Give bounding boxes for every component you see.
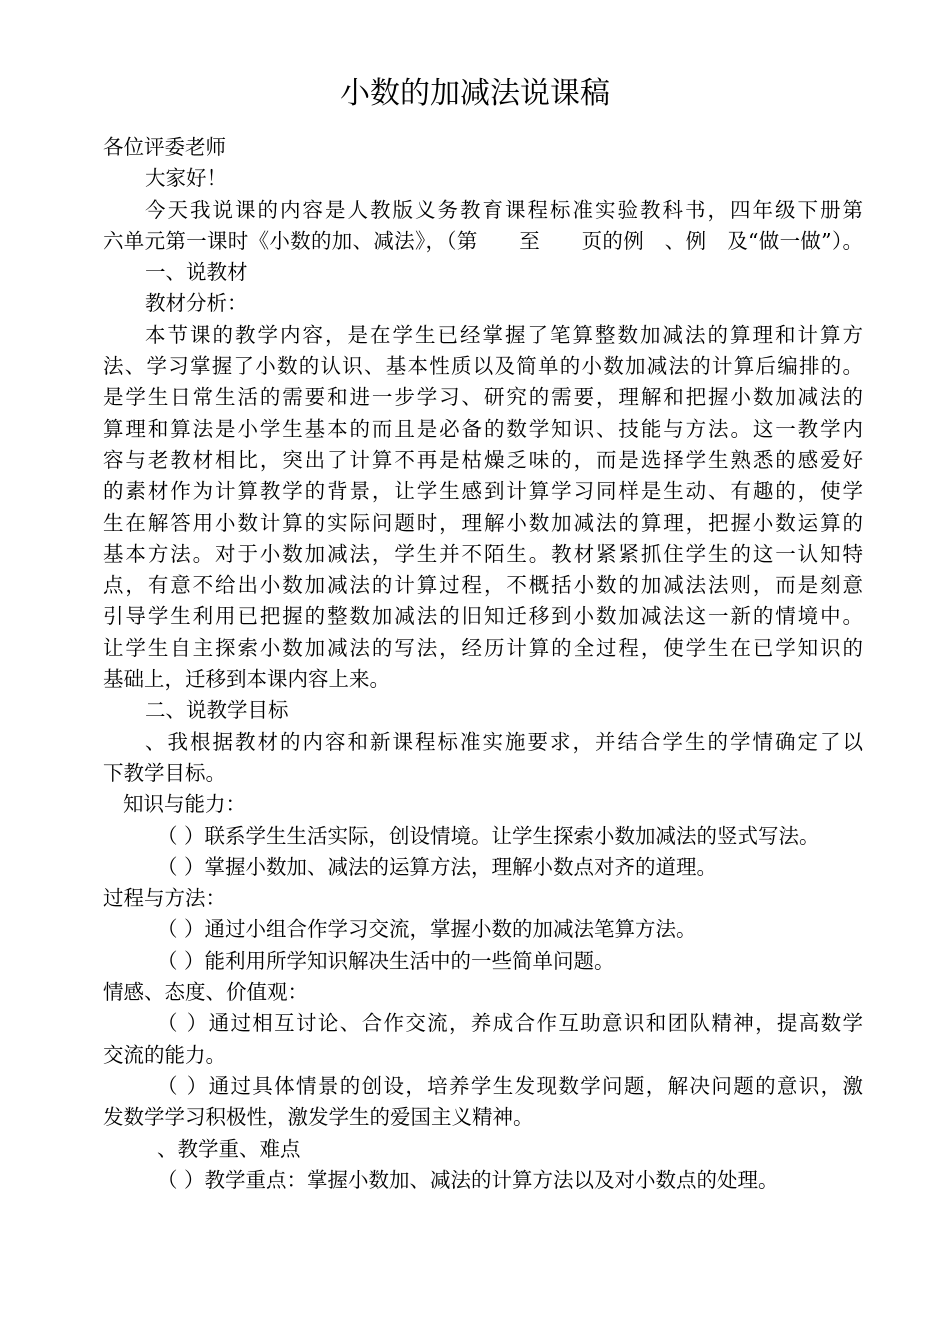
section-heading: 一、说教材 — [145, 260, 248, 285]
paragraph-line: 交流的能力。 — [103, 1042, 226, 1067]
paragraph-line: 、我根据教材的内容和新课程标准实施要求，并结合学生的学情确定了以 — [145, 729, 863, 754]
objective-item: （ ）教学重点：掌握小数加、减法的计算方法以及对小数点的处理。 — [157, 1167, 779, 1192]
subsection-heading: 过程与方法： — [103, 886, 226, 911]
paragraph-line: 下教学目标。 — [103, 760, 226, 785]
paragraph-line: 让学生自主探索小数加减法的写法，经历计算的全过程，使学生在已学知识的 — [103, 635, 863, 660]
objective-item: （ ）掌握小数加、减法的运算方法，理解小数点对齐的道理。 — [157, 854, 718, 879]
paragraph-line: 的素材作为计算教学的背景，让学生感到计算学习同样是生动、有趣的，使学 — [103, 479, 863, 504]
paragraph-line: 是学生日常生活的需要和进一步学习、研究的需要，理解和把握小数加减法的 — [103, 385, 863, 410]
objective-item: （ ）能利用所学知识解决生活中的一些简单问题。 — [157, 948, 615, 973]
paragraph-line: 本节课的教学内容，是在学生已经掌握了笔算整数加减法的算理和计算方 — [145, 322, 863, 347]
paragraph-line: 容与老教材相比，突出了计算不再是枯燥乏味的，而是选择学生熟悉的感爱好 — [103, 447, 863, 472]
greeting-line: 大家好！ — [145, 166, 227, 191]
objective-item: （ ）通过相互讨论、合作交流，养成合作互助意识和团队精神，提高数学 — [157, 1011, 863, 1036]
subsection-heading: 教材分析： — [145, 291, 248, 316]
paragraph-line: 六单元第一课时《小数的加、减法》，（第 至 页的例 、例 及“做一做”）。 — [103, 228, 863, 253]
salutation-line: 各位评委老师 — [103, 135, 226, 159]
subsection-heading: 情感、态度、价值观： — [103, 980, 308, 1005]
paragraph-line: 基本方法。对于小数加减法，学生并不陌生。教材紧紧抓住学生的这一认知特 — [103, 541, 863, 566]
subsection-heading: 知识与能力： — [123, 792, 246, 817]
section-heading: 、教学重、难点 — [157, 1136, 301, 1161]
objective-item: （ ）通过小组合作学习交流，掌握小数的加减法笔算方法。 — [157, 917, 697, 942]
paragraph-line: 引导学生利用已把握的整数加减法的旧知迁移到小数加减法这一新的情境中。 — [103, 604, 863, 629]
paragraph-line: 生在解答用小数计算的实际问题时，理解小数加减法的算理，把握小数运算的 — [103, 510, 863, 535]
section-heading: 二、说教学目标 — [145, 698, 289, 723]
document-title: 小数的加减法说课稿 — [340, 76, 610, 111]
paragraph-line: 发数学学习积极性，激发学生的爱国主义精神。 — [103, 1105, 534, 1130]
document-body — [103, 132, 863, 1196]
paragraph-line: 基础上，迁移到本课内容上来。 — [103, 667, 390, 692]
objective-item: （ ）联系学生生活实际，创设情境。让学生探索小数加减法的竖式写法。 — [157, 823, 820, 848]
paragraph-line: 法、学习掌握了小数的认识、基本性质以及简单的小数加减法的计算后编排的。 — [103, 354, 863, 379]
paragraph-line: 算理和算法是小学生基本的而且是必备的数学知识、技能与方法。这一教学内 — [103, 416, 863, 441]
objective-item: （ ）通过具体情景的创设，培养学生发现数学问题，解决问题的意识，激 — [157, 1073, 863, 1098]
paragraph-line: 今天我说课的内容是人教版义务教育课程标准实验教科书，四年级下册第 — [145, 197, 863, 222]
paragraph-line: 点，有意不给出小数加减法的计算过程，不概括小数的加减法法则，而是刻意 — [103, 573, 863, 598]
